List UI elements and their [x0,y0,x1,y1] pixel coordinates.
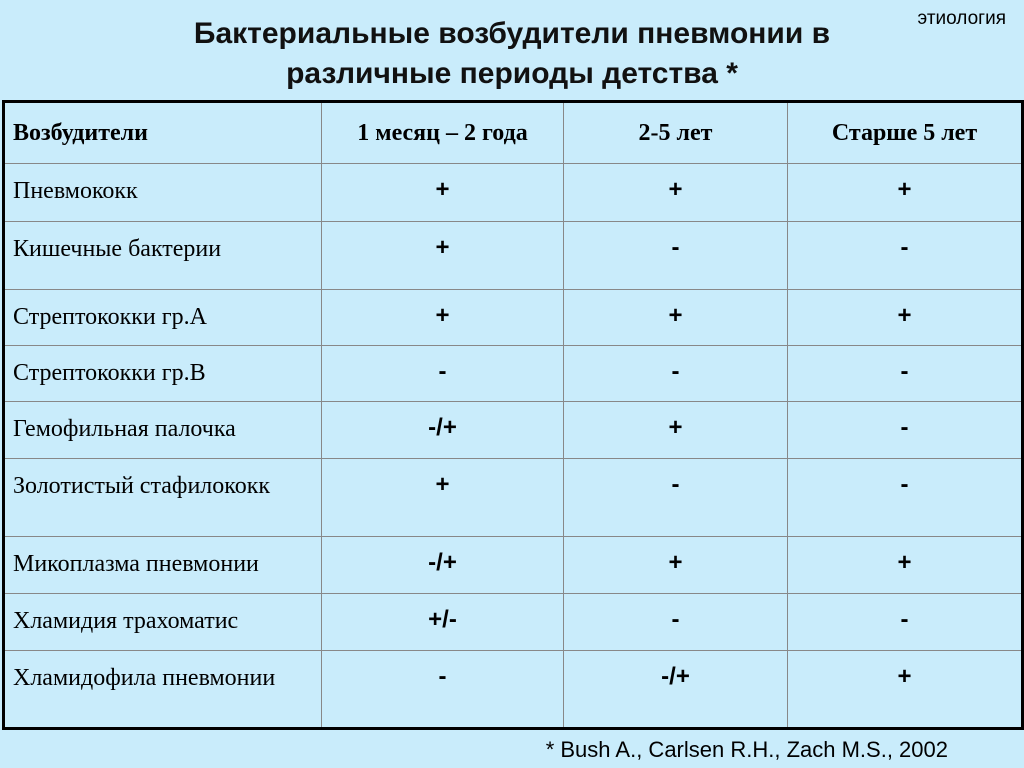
pathogen-name: Микоплазма пневмонии [4,537,322,594]
value-2-5y: - [564,594,788,651]
pathogen-name: Кишечные бактерии [4,222,322,290]
pathogen-name: Хламидофила пневмонии [4,651,322,729]
table-row [4,594,1023,651]
value-2-5y: + [564,402,788,459]
table-row [4,537,1023,594]
value-over-5y: - [788,402,1023,459]
header-age-1m-2y: 1 месяц – 2 года [322,102,564,164]
value-1m-2y: -/+ [322,537,564,594]
value-2-5y: + [564,537,788,594]
header-age-2-5y: 2-5 лет [564,102,788,164]
value-1m-2y: + [322,222,564,290]
table-row [4,222,1023,290]
table-row [4,346,1023,402]
value-2-5y: - [564,459,788,537]
value-over-5y: + [788,651,1023,729]
value-over-5y: - [788,222,1023,290]
value-2-5y: + [564,290,788,346]
value-1m-2y: +/- [322,594,564,651]
table-row [4,290,1023,346]
value-over-5y: + [788,164,1023,222]
value-over-5y: - [788,459,1023,537]
value-1m-2y: + [322,290,564,346]
table-row [4,651,1023,729]
table-header-row [4,102,1023,164]
value-2-5y: + [564,164,788,222]
pathogen-name: Стрептококки гр.А [4,290,322,346]
header-age-over-5y: Старше 5 лет [788,102,1023,164]
value-over-5y: - [788,594,1023,651]
value-2-5y: - [564,346,788,402]
pathogens-table [2,100,1024,730]
pathogen-name: Гемофильная палочка [4,402,322,459]
pathogen-name: Золотистый стафилококк [4,459,322,537]
table-row [4,164,1023,222]
table-row [4,459,1023,537]
citation-footnote: * Bush A., Carlsen R.H., Zach M.S., 2002 [545,737,948,762]
value-2-5y: -/+ [564,651,788,729]
pathogen-name: Стрептококки гр.В [4,346,322,402]
value-over-5y: + [788,537,1023,594]
value-1m-2y: - [322,651,564,729]
value-1m-2y: -/+ [322,402,564,459]
value-2-5y: - [564,222,788,290]
pathogen-name: Хламидия трахоматис [4,594,322,651]
value-over-5y: - [788,346,1023,402]
section-tag: этиология [917,8,1006,29]
pathogen-name: Пневмококк [4,164,322,222]
value-1m-2y: - [322,346,564,402]
value-over-5y: + [788,290,1023,346]
header-pathogen: Возбудители [4,102,322,164]
title-line-1: Бактериальные возбудители пневмонии в [193,17,831,50]
value-1m-2y: + [322,164,564,222]
title-line-2: различные периоды детства * [286,57,738,90]
table-row [4,402,1023,459]
value-1m-2y: + [322,459,564,537]
slide-title [0,14,1024,94]
